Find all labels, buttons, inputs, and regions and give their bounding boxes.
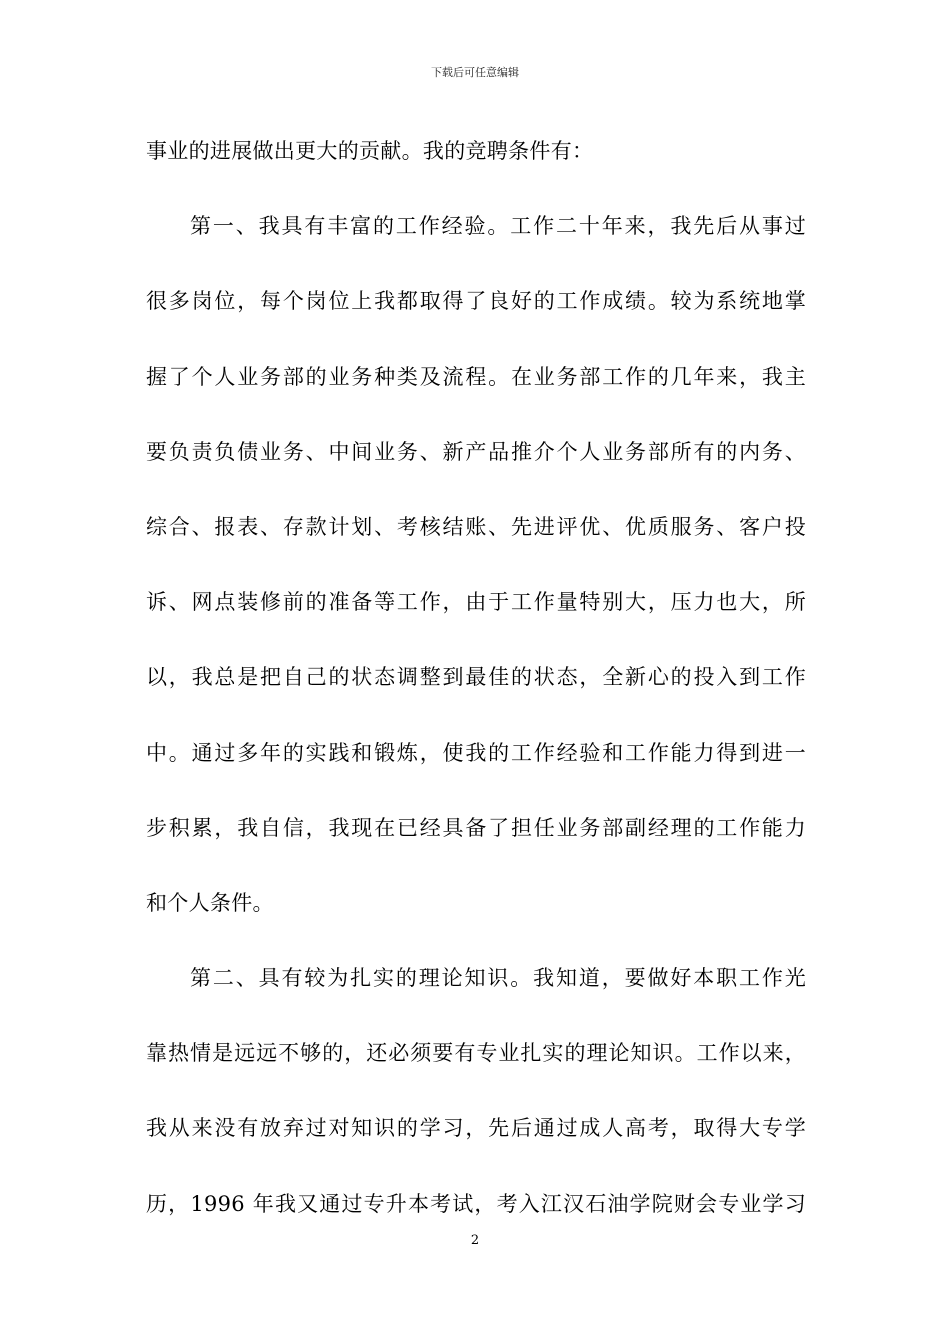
- text-line: 综合、报表、存款计划、考核结账、先进评优、优质服务、客户投: [146, 514, 806, 539]
- page-header: 下载后可任意编辑: [431, 66, 519, 79]
- text-line: 握了个人业务部的业务种类及流程。在业务部工作的几年来，我主: [146, 364, 806, 389]
- text-line: 中。通过多年的实践和锻炼，使我的工作经验和工作能力得到进一: [146, 740, 806, 765]
- text-line: 很多岗位，每个岗位上我都取得了良好的工作成绩。较为系统地掌: [146, 289, 806, 314]
- text-line: 和个人条件。: [146, 890, 274, 915]
- text-line: 靠热情是远远不够的，还必须要有专业扎实的理论知识。工作以来，: [146, 1041, 806, 1066]
- text-line: 我从来没有放弃过对知识的学习，先后通过成人高考，取得大专学: [146, 1116, 806, 1141]
- document-body: [146, 128, 806, 1256]
- page-number: 2: [470, 1233, 480, 1248]
- text-line: 历，1996 年我又通过专升本考试，考入江汉石油学院财会专业学习: [146, 1191, 806, 1216]
- text-line: 第二、具有较为扎实的理论知识。我知道，要做好本职工作光: [190, 966, 806, 991]
- text-line: 事业的进展做出更大的贡献。我的竞聘条件有：: [146, 139, 594, 163]
- text-line: 以，我总是把自己的状态调整到最佳的状态，全新心的投入到工作: [146, 665, 806, 690]
- text-line: 诉、网点装修前的准备等工作，由于工作量特别大，压力也大，所: [146, 590, 806, 615]
- text-line: 步积累，我自信，我现在已经具备了担任业务部副经理的工作能力: [146, 815, 806, 840]
- text-line: 第一、我具有丰富的工作经验。工作二十年来，我先后从事过: [190, 214, 806, 239]
- text-line: 要负责负债业务、中间业务、新产品推介个人业务部所有的内务、: [146, 439, 806, 464]
